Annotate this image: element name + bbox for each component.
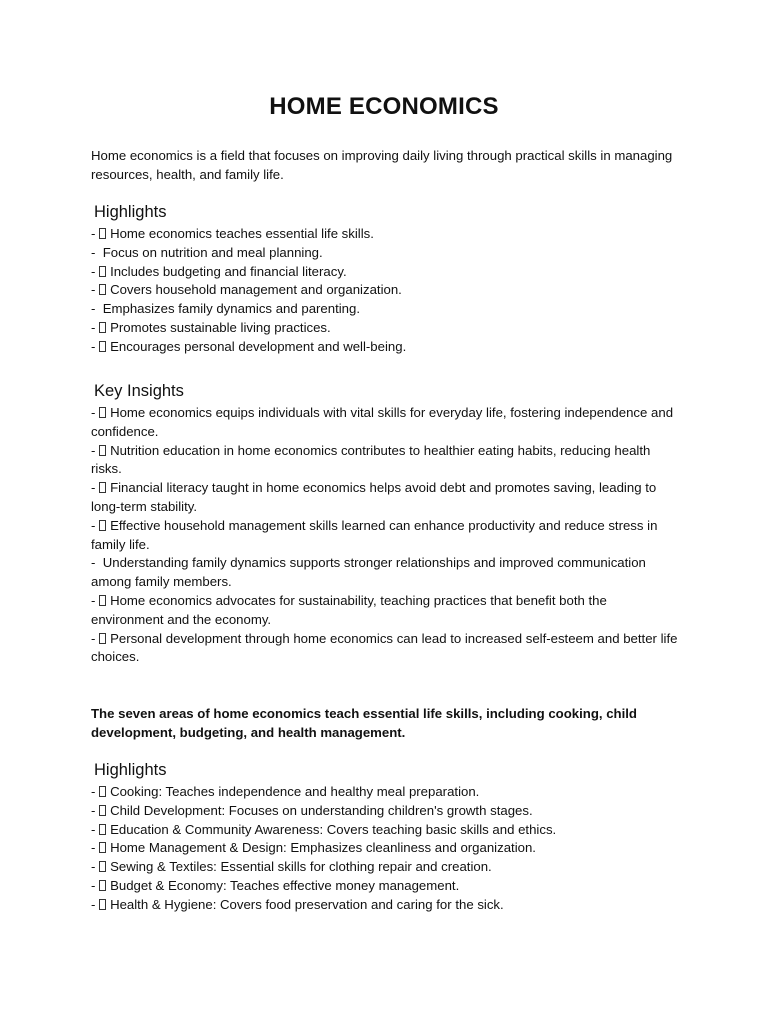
list-item-text: Home economics equips individuals with vital skills for everyday life, fostering independence and confidence. (91, 405, 674, 439)
missing-glyph-icon (99, 284, 106, 295)
missing-glyph-icon (99, 786, 106, 797)
bullet-dash: - (91, 282, 100, 298)
list-item (91, 300, 683, 319)
bullet-dash: - (91, 263, 100, 279)
list-item-text: Emphasizes family dynamics and parenting. (102, 301, 361, 317)
bullet-dash: - (91, 301, 103, 317)
page-title: HOME ECONOMICS (269, 93, 499, 120)
list-item-text: Focus on nutrition and meal planning. (102, 244, 323, 260)
list-item-text: Personal development through home economics can lead to increased self-esteem and better life choices. (91, 630, 678, 665)
list-item-text: Education & Community Awareness: Covers teaching basic skills and ethics. (110, 821, 557, 837)
list-item-text: Promotes sustainable living practices. (110, 319, 331, 335)
bullet-dash: - (91, 517, 100, 533)
bullet-dash: - (91, 630, 100, 646)
bullet-dash: - (91, 592, 100, 608)
highlights-heading: Highlights (94, 203, 167, 221)
highlights-list (91, 225, 683, 357)
missing-glyph-icon (99, 880, 106, 891)
list-item-text: Encourages personal development and well-being. (110, 338, 407, 354)
list-item (91, 858, 683, 877)
list-item (91, 319, 683, 338)
bullet-dash: - (91, 877, 100, 893)
missing-glyph-icon (99, 595, 106, 606)
missing-glyph-icon (99, 445, 106, 456)
list-item (91, 821, 683, 840)
missing-glyph-icon (99, 407, 106, 418)
missing-glyph-icon (99, 341, 106, 352)
list-item-text: Covers household management and organization. (110, 282, 402, 298)
missing-glyph-icon (99, 899, 106, 910)
list-item (91, 263, 683, 282)
missing-glyph-icon (99, 482, 106, 493)
missing-glyph-icon (99, 861, 106, 872)
bullet-dash: - (91, 840, 100, 856)
list-item (91, 479, 683, 517)
list-item-text: Child Development: Focuses on understanding children's growth stages. (110, 802, 533, 818)
list-item (91, 630, 683, 668)
intro-paragraph: Home economics is a field that focuses on improving daily living through practical skills in managing resources, health, and family life. (91, 148, 673, 182)
list-item (91, 877, 683, 896)
bullet-dash: - (91, 338, 100, 354)
missing-glyph-icon (99, 266, 106, 277)
list-item-text: Sewing & Textiles: Essential skills for clothing repair and creation. (110, 859, 492, 875)
list-item (91, 404, 683, 442)
bullet-dash: - (91, 802, 100, 818)
bullet-dash: - (91, 480, 100, 496)
bullet-dash: - (91, 821, 100, 837)
list-item (91, 338, 683, 357)
list-item (91, 839, 683, 858)
missing-glyph-icon (99, 805, 106, 816)
list-item (91, 517, 683, 555)
list-item-text: Understanding family dynamics supports stronger relationships and improved communication among family members. (91, 555, 646, 590)
list-item-text: Includes budgeting and financial literacy. (110, 263, 347, 279)
missing-glyph-icon (99, 633, 106, 644)
list-item-text: Cooking: Teaches independence and healthy meal preparation. (110, 784, 480, 799)
list-item (91, 244, 683, 263)
list-item (91, 783, 683, 802)
bullet-dash: - (91, 442, 100, 458)
summary-paragraph: The seven areas of home economics teach essential life skills, including cooking, child development, budgeting, and health management. (91, 706, 637, 740)
list-item-text: Financial literacy taught in home economics helps avoid debt and promotes saving, leading to long-term stability. (91, 480, 657, 514)
list-item (91, 281, 683, 300)
missing-glyph-icon (99, 322, 106, 333)
missing-glyph-icon (99, 228, 106, 239)
bullet-dash: - (91, 226, 100, 241)
bullet-dash: - (91, 244, 103, 260)
key-insights-heading: Key Insights (94, 382, 184, 400)
areas-highlights-heading: Highlights (94, 761, 167, 779)
missing-glyph-icon (99, 842, 106, 853)
bullet-dash: - (91, 896, 100, 912)
list-item-text: Nutrition education in home economics contributes to healthier eating habits, reducing health risks. (91, 442, 651, 477)
key-insights-list (91, 404, 683, 667)
list-item-text: Budget & Economy: Teaches effective money management. (110, 877, 460, 893)
bullet-dash: - (91, 784, 100, 799)
list-item (91, 896, 683, 915)
list-item-text: Effective household management skills learned can enhance productivity and reduce stress in family life. (91, 517, 658, 552)
missing-glyph-icon (99, 520, 106, 531)
list-item (91, 802, 683, 821)
bullet-dash: - (91, 555, 103, 571)
list-item-text: Home economics teaches essential life skills. (110, 226, 374, 241)
areas-highlights-list (91, 783, 683, 915)
missing-glyph-icon (99, 824, 106, 835)
bullet-dash: - (91, 405, 100, 420)
bullet-dash: - (91, 859, 100, 875)
bullet-dash: - (91, 319, 100, 335)
list-item-text: Home economics advocates for sustainability, teaching practices that benefit both the environment and the economy. (91, 592, 607, 627)
list-item (91, 225, 683, 244)
list-item-text: Home Management & Design: Emphasizes cleanliness and organization. (110, 840, 536, 856)
list-item (91, 592, 683, 630)
list-item-text: Health & Hygiene: Covers food preservation and caring for the sick. (110, 896, 504, 912)
list-item (91, 442, 683, 480)
list-item (91, 554, 683, 592)
